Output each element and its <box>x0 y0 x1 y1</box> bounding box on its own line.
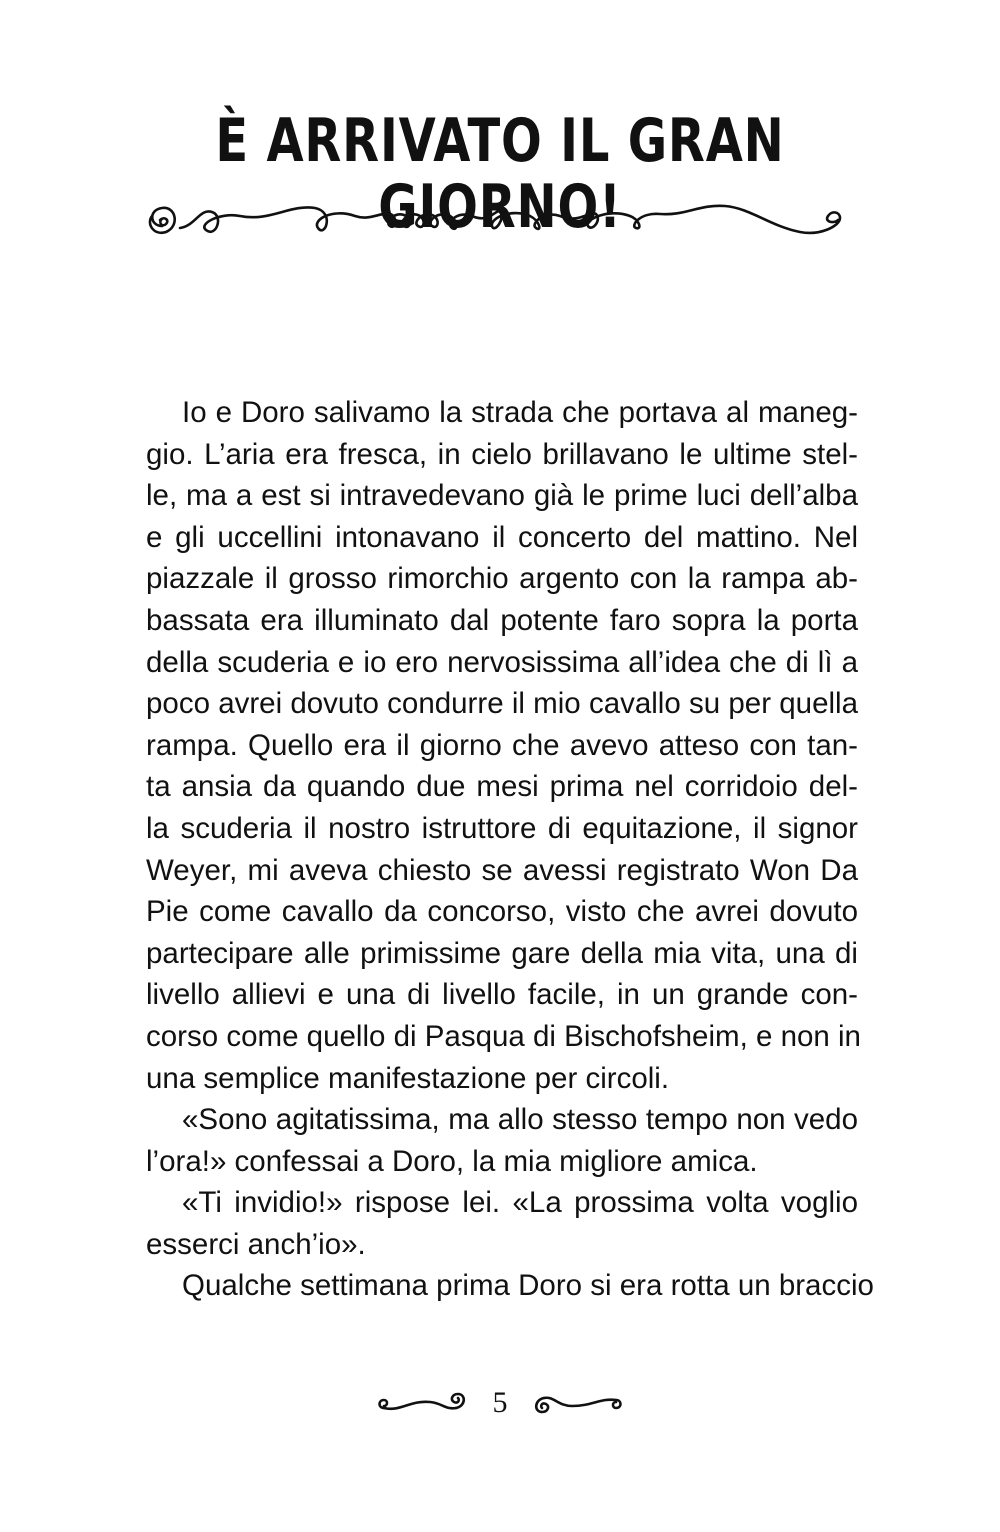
body-line: una semplice manifestazione per circoli. <box>146 1061 670 1095</box>
body-line: «Sono agitatissima, ma allo stesso tempo non vedo <box>182 1103 858 1137</box>
body-text <box>146 392 874 1307</box>
body-line: ta ansia da quando due mesi prima nel corridoio del- <box>146 770 858 804</box>
body-line: livello allievi e una di livello facile, in un grande con- <box>146 978 858 1012</box>
body-line: Qualche settimana prima Doro si era rotta un braccio <box>182 1269 874 1303</box>
page-number: 5 <box>492 1386 508 1419</box>
page-footer <box>370 1380 630 1426</box>
body-line: bassata era illuminato dal potente faro sopra la porta <box>146 603 858 637</box>
body-line: poco avrei dovuto condurre il mio cavallo su per quella <box>146 687 858 721</box>
body-line: Weyer, mi aveva chiesto se avessi registrato Won Da <box>146 853 858 887</box>
body-line: rampa. Quello era il giorno che avevo atteso con tan- <box>146 728 858 762</box>
body-line: Io e Doro salivamo la strada che portava al maneg- <box>182 396 858 429</box>
body-line: corso come quello di Pasqua di Bischofsheim, e non in <box>146 1019 861 1053</box>
right-swirl-ornament <box>532 1386 630 1420</box>
body-line: piazzale il grosso rimorchio argento con la rampa ab- <box>146 562 858 596</box>
body-line: e gli uccellini intonavano il concerto del mattino. Nel <box>146 520 858 554</box>
decorative-swirl-divider <box>140 186 860 252</box>
chapter-title: È ARRIVATO IL GRAN GIORNO! <box>215 106 785 242</box>
body-line: gio. L’aria era fresca, in cielo brillavano le ultime stel- <box>146 437 858 471</box>
body-line: l’ora!» confessai a Doro, la mia migliore amica. <box>146 1144 758 1178</box>
body-line: «Ti invidio!» rispose lei. «La prossima volta voglio <box>182 1186 858 1220</box>
body-line: della scuderia e io ero nervosissima all’idea che di lì a <box>146 645 858 679</box>
body-line: Pie come cavallo da concorso, visto che avrei dovuto <box>146 895 858 929</box>
body-line: esserci anch’io». <box>146 1227 366 1261</box>
body-line: partecipare alle primissime gare della mia vita, una di <box>146 936 858 970</box>
body-line: le, ma a est si intravedevano già le prime luci dell’alba <box>146 479 858 513</box>
body-line: la scuderia il nostro istruttore di equitazione, il signor <box>146 811 858 845</box>
